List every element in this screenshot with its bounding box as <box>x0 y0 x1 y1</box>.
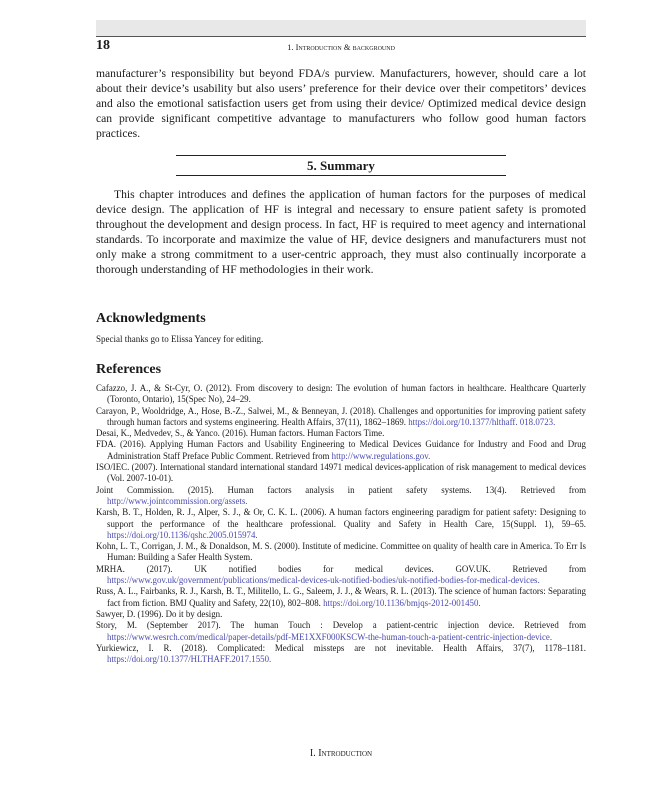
reference-text: MRHA. (2017). UK notified bodies for medical devices. GOV.UK. Retrieved from <box>96 563 586 574</box>
reference-link[interactable]: https://doi.org/10.1136/qshc.2005.015974. <box>107 529 258 540</box>
reference-item <box>96 485 586 508</box>
reference-text: Cafazzo, J. A., & St-Cyr, O. (2012). From discovery to design: The evolution of human factors in healthcare. Healthcare Quarterly (Toronto, Ontario), 15(Spec No), 24–29. <box>96 383 586 405</box>
reference-item <box>96 428 586 439</box>
reference-text: Carayon, P., Wooldridge, A., Hose, B.-Z., Salwei, M., & Benneyan, J. (2018). Challenges and opportunities for improving patient safety through human factors and systems engineering. Health Affairs, 37(11), 1862–1869. <box>96 405 586 427</box>
header-rule <box>96 36 586 37</box>
footer-part-title: I. Introduction <box>309 748 373 759</box>
acknowledgments-heading: Acknowledgments <box>96 311 206 326</box>
references-heading: References <box>96 362 162 377</box>
reference-text: Karsh, B. T., Holden, R. J., Alper, S. J., & Or, C. K. L. (2006). A human factors engineering paradigm for patient safety: Designing to support the performance of the healthcare professional. Quality and Safety in Health Care, 15(Suppl. 1), 59–65. <box>96 507 586 529</box>
page-number: 18 <box>96 38 110 53</box>
reference-item <box>96 439 586 462</box>
summary-paragraph: This chapter introduces and defines the application of human factors for the purposes of medical device design. The application of HF is integral and necessary to ensure patient safety is promoted throughout the development and design process. In fact, HF is required to meet agency and international standards. To incorporate and maximize the value of HF, device designers and manufacturers must not only make a strong commitment to a user-centric approach, they must also continually incorporate a thorough understanding of HF methodologies in their work. <box>96 188 586 276</box>
running-title: 1. Introduction & background <box>287 42 395 52</box>
reference-link[interactable]: https://doi.org/10.1136/bmjqs-2012-001450. <box>323 597 481 608</box>
reference-list <box>96 383 586 665</box>
reference-link[interactable]: https://doi.org/10.1377/HLTHAFF.2017.1550. <box>107 654 272 665</box>
reference-item <box>96 620 586 643</box>
reference-link[interactable]: https://www.wesrch.com/medical/paper-details/pdf-ME1XXF000KSCW-the-human-touch-a-patient-centric-injection-device. <box>107 631 553 642</box>
reference-text: Yurkiewicz, I. R. (2018). Complicated: Medical missteps are not inevitable. Health Affairs, 37(7), 1178–1181. <box>96 642 586 653</box>
reference-text: Kohn, L. T., Corrigan, J. M., & Donaldson, M. S. (2000). Institute of medicine. Committee on quality of health care in America. To Err Is Human: Building a Safer Health System. <box>96 541 586 563</box>
reference-link[interactable]: https://doi.org/10.1377/hlthaff. 018.0723. <box>408 416 556 427</box>
reference-item <box>96 383 586 406</box>
reference-text: Story, M. (September 2017). The human Touch : Develop a patient-centric injection device. Retrieved from <box>96 620 586 631</box>
section-rule-top <box>176 155 506 156</box>
reference-link[interactable]: http://www.regulations.gov. <box>331 450 431 461</box>
reference-item <box>96 564 586 587</box>
reference-text: FDA. (2016). Applying Human Factors and Usability Engineering to Medical Devices Guidance for Industry and Food and Drug Administration Staff Preface Public Comment. Retrieved from <box>96 439 586 461</box>
reference-item <box>96 643 586 666</box>
header-bar <box>96 20 586 36</box>
reference-item <box>96 609 586 620</box>
reference-text: Desai, K., Medvedev, S., & Yanco. (2016). Human factors. Human Factors Time. <box>96 428 385 439</box>
reference-item <box>96 406 586 429</box>
reference-item <box>96 462 586 485</box>
reference-text: ISO/IEC. (2007). International standard international standard 14971 medical devices-application of risk management to medical devices (Vol. 2007-10-01). <box>96 462 586 484</box>
reference-link[interactable]: https://www.gov.uk/government/publications/medical-devices-uk-notified-bodies/uk-notified-bodies-for-medical-devices. <box>107 575 540 586</box>
section-rule-bottom <box>176 175 506 176</box>
acknowledgments-text: Special thanks go to Elissa Yancey for editing. <box>96 334 264 344</box>
reference-item <box>96 586 586 609</box>
reference-item <box>96 541 586 564</box>
body-paragraph-1: manufacturer’s responsibility but beyond FDA/s purview. Manufacturers, however, should care a lot about their device’s usability but also users’ preference for their device over their competitors’ devices and also the emotional satisfaction users get from using their device/ Optimized medical device design can provide significant competitive advantage to manufacturers who follow good human factors practices. <box>96 67 586 140</box>
reference-item <box>96 507 586 541</box>
reference-text: Sawyer, D. (1996). Do it by design. <box>96 608 223 619</box>
reference-text: Russ, A. L., Fairbanks, R. J., Karsh, B. T., Militello, L. G., Saleem, J. J., & Wears, R. L. (2013). The science of human factors: Separating fact from fiction. BMJ Quality and Safety, 22(10), 802–808. <box>96 586 586 608</box>
reference-link[interactable]: http://www.jointcommission.org/assets. <box>107 495 248 506</box>
section-title: 5. Summary <box>307 158 375 173</box>
reference-text: Joint Commission. (2015). Human factors analysis in patient safety systems. 13(4). Retrieved from <box>96 484 586 495</box>
